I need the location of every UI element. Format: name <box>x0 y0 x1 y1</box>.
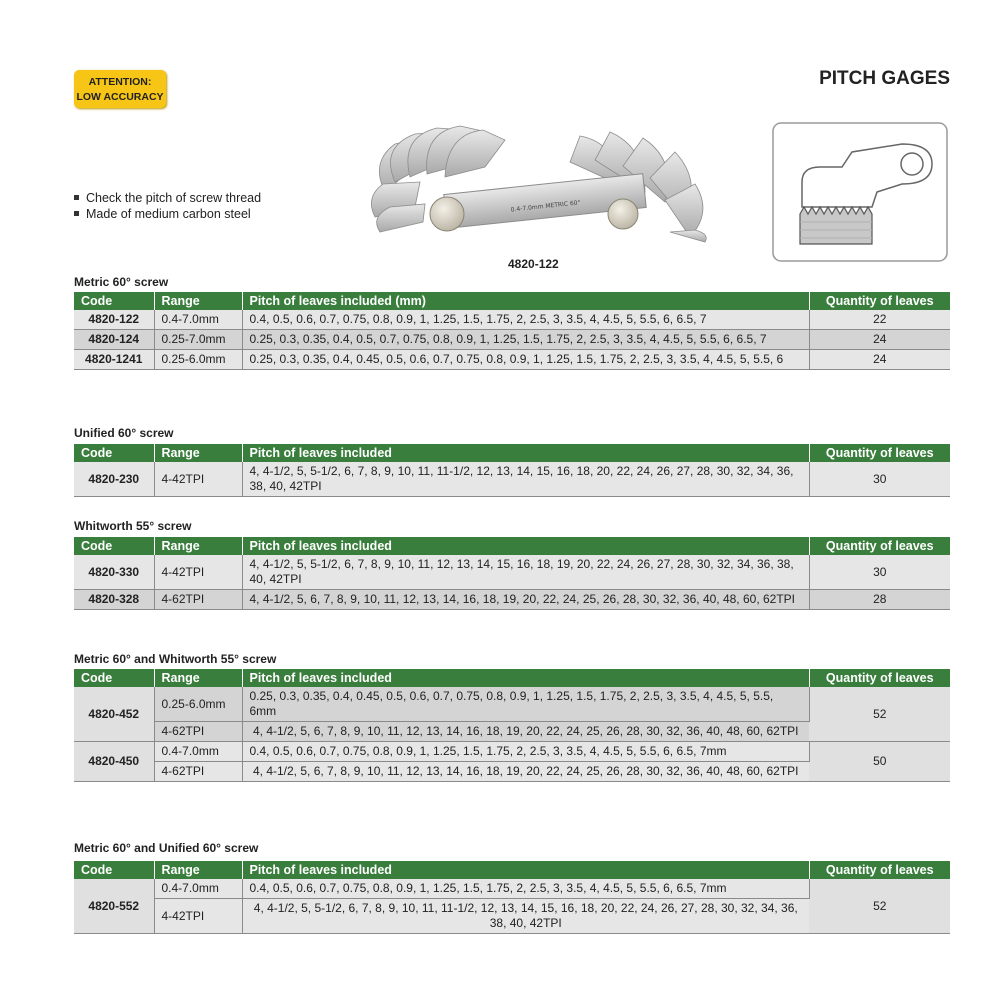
table-row <box>74 310 950 330</box>
cell-code: 4820-330 <box>74 555 154 590</box>
table-row <box>74 330 950 350</box>
cell-range: 0.4-7.0mm <box>154 879 242 899</box>
feature-list <box>74 190 261 222</box>
table-header <box>74 537 950 555</box>
header-code: Code <box>74 292 154 310</box>
header-code: Code <box>74 537 154 555</box>
cell-code: 4820-1241 <box>74 350 154 370</box>
header-range: Range <box>154 444 242 462</box>
section-title-metric-unified: Metric 60° and Unified 60° screw <box>74 841 259 855</box>
section-title-metric: Metric 60° screw <box>74 275 169 289</box>
cell-code: 4820-122 <box>74 310 154 330</box>
cell-qty: 30 <box>809 462 950 497</box>
section-title-whitworth: Whitworth 55° screw <box>74 519 192 533</box>
cell-qty: 24 <box>809 350 950 370</box>
cell-code: 4820-450 <box>74 742 154 782</box>
cell-pitch: 0.4, 0.5, 0.6, 0.7, 0.75, 0.8, 0.9, 1, 1.25, 1.5, 1.75, 2, 2.5, 3, 3.5, 4, 4.5, 5, 5.5, 6, 6.5, 7mm <box>242 879 809 899</box>
cell-pitch: 0.4, 0.5, 0.6, 0.7, 0.75, 0.8, 0.9, 1, 1.25, 1.5, 1.75, 2, 2.5, 3, 3.5, 4, 4.5, 5, 5.5, 6, 6.5, 7mm <box>242 742 809 762</box>
cell-pitch: 4, 4-1/2, 5, 6, 7, 8, 9, 10, 11, 12, 13, 14, 16, 18, 19, 20, 22, 24, 25, 26, 28, 30, 32, 36, 40, 48, 60, 62TPI <box>242 722 809 742</box>
cell-range: 4-42TPI <box>154 462 242 497</box>
cell-range: 0.4-7.0mm <box>154 742 242 762</box>
cell-code: 4820-328 <box>74 590 154 610</box>
cell-code: 4820-230 <box>74 462 154 497</box>
header-pitch: Pitch of leaves included <box>242 444 809 462</box>
header-range: Range <box>154 292 242 310</box>
cell-range: 0.4-7.0mm <box>154 310 242 330</box>
table-row <box>74 462 950 497</box>
cell-qty: 28 <box>809 590 950 610</box>
header-code: Code <box>74 444 154 462</box>
table-row <box>74 555 950 590</box>
header-pitch: Pitch of leaves included (mm) <box>242 292 809 310</box>
header-qty: Quantity of leaves <box>809 669 950 687</box>
pitch-gage-photo <box>365 122 715 244</box>
header-pitch: Pitch of leaves included <box>242 537 809 555</box>
table-metric-whitworth <box>74 669 950 782</box>
header-code: Code <box>74 669 154 687</box>
table-row <box>74 687 950 722</box>
cell-qty: 30 <box>809 555 950 590</box>
cell-code: 4820-452 <box>74 687 154 742</box>
usage-diagram <box>772 122 948 262</box>
cell-pitch: 0.4, 0.5, 0.6, 0.7, 0.75, 0.8, 0.9, 1, 1.25, 1.5, 1.75, 2, 2.5, 3, 3.5, 4, 4.5, 5, 5.5, 6, 6.5, 7 <box>242 310 809 330</box>
header-code: Code <box>74 861 154 879</box>
table-row <box>74 742 950 762</box>
section-title-unified: Unified 60° screw <box>74 426 174 440</box>
feature-item: Made of medium carbon steel <box>74 206 261 222</box>
table-row <box>74 590 950 610</box>
table-header <box>74 861 950 879</box>
table-header <box>74 444 950 462</box>
header-qty: Quantity of leaves <box>809 537 950 555</box>
cell-pitch: 4, 4-1/2, 5, 6, 7, 8, 9, 10, 11, 12, 13, 14, 16, 18, 19, 20, 22, 24, 25, 26, 28, 30, 32, 36, 40, 48, 60, 62TPI <box>242 762 809 782</box>
feature-item: Check the pitch of screw thread <box>74 190 261 206</box>
cell-code: 4820-124 <box>74 330 154 350</box>
header-range: Range <box>154 537 242 555</box>
table-metric-unified <box>74 861 950 934</box>
table-whitworth <box>74 537 950 610</box>
cell-range: 4-42TPI <box>154 899 242 934</box>
cell-pitch: 0.25, 0.3, 0.35, 0.4, 0.5, 0.7, 0.75, 0.8, 0.9, 1, 1.25, 1.5, 1.75, 2, 2.5, 3, 3.5, 4, 4.5, 5, 5.5, 6, 6.5, 7 <box>242 330 809 350</box>
header-qty: Quantity of leaves <box>809 861 950 879</box>
cell-qty: 52 <box>809 687 950 742</box>
table-metric <box>74 292 950 370</box>
header-qty: Quantity of leaves <box>809 292 950 310</box>
table-header <box>74 669 950 687</box>
cell-qty: 52 <box>809 879 950 934</box>
cell-pitch: 0.25, 0.3, 0.35, 0.4, 0.45, 0.5, 0.6, 0.7, 0.75, 0.8, 0.9, 1, 1.25, 1.5, 1.75, 2, 2.5, 3, 3.5, 4, 4.5, 5, 5.5, 6 <box>242 350 809 370</box>
table-row <box>74 350 950 370</box>
header-range: Range <box>154 669 242 687</box>
cell-pitch: 4, 4-1/2, 5, 5-1/2, 6, 7, 8, 9, 10, 11, 12, 13, 14, 15, 16, 18, 19, 20, 22, 24, 26, 27, 28, 30, 32, 34, 36, 38, 40, 42TPI <box>242 555 809 590</box>
attention-line-1: ATTENTION: <box>88 76 152 88</box>
attention-line-2: LOW ACCURACY <box>76 91 164 103</box>
cell-range: 0.25-7.0mm <box>154 330 242 350</box>
cell-pitch: 4, 4-1/2, 5, 5-1/2, 6, 7, 8, 9, 10, 11, 11-1/2, 12, 13, 14, 15, 16, 18, 20, 22, 24, 26, 27, 28, 30, 32, 34, 36, 38, 40, 42TPI <box>242 899 809 934</box>
photo-code-caption: 4820-122 <box>508 257 559 271</box>
header-qty: Quantity of leaves <box>809 444 950 462</box>
attention-badge <box>74 70 166 108</box>
cell-range: 4-62TPI <box>154 590 242 610</box>
cell-range: 4-62TPI <box>154 762 242 782</box>
table-row <box>74 879 950 899</box>
cell-qty: 24 <box>809 330 950 350</box>
table-header <box>74 292 950 310</box>
cell-range: 4-62TPI <box>154 722 242 742</box>
section-title-metric-whitworth: Metric 60° and Whitworth 55° screw <box>74 652 277 666</box>
cell-range: 0.25-6.0mm <box>154 350 242 370</box>
cell-qty: 22 <box>809 310 950 330</box>
cell-qty: 50 <box>809 742 950 782</box>
header-pitch: Pitch of leaves included <box>242 861 809 879</box>
photo-label: 0.4-7.0mm METRIC 60° <box>510 199 581 214</box>
cell-code: 4820-552 <box>74 879 154 934</box>
header-pitch: Pitch of leaves included <box>242 669 809 687</box>
cell-range: 4-42TPI <box>154 555 242 590</box>
cell-range: 0.25-6.0mm <box>154 687 242 722</box>
header-range: Range <box>154 861 242 879</box>
table-unified <box>74 444 950 497</box>
cell-pitch: 0.25, 0.3, 0.35, 0.4, 0.45, 0.5, 0.6, 0.7, 0.75, 0.8, 0.9, 1, 1.25, 1.5, 1.75, 2, 2.5, 3, 3.5, 4, 4.5, 5, 5.5, 6mm <box>242 687 809 722</box>
cell-pitch: 4, 4-1/2, 5, 6, 7, 8, 9, 10, 11, 12, 13, 14, 16, 18, 19, 20, 22, 24, 25, 26, 28, 30, 32, 36, 40, 48, 60, 62TPI <box>242 590 809 610</box>
page-title: PITCH GAGES <box>819 68 950 89</box>
cell-pitch: 4, 4-1/2, 5, 5-1/2, 6, 7, 8, 9, 10, 11, 11-1/2, 12, 13, 14, 15, 16, 18, 20, 22, 24, 26, 27, 28, 30, 32, 34, 36, 38, 40, 42TPI <box>242 462 809 497</box>
